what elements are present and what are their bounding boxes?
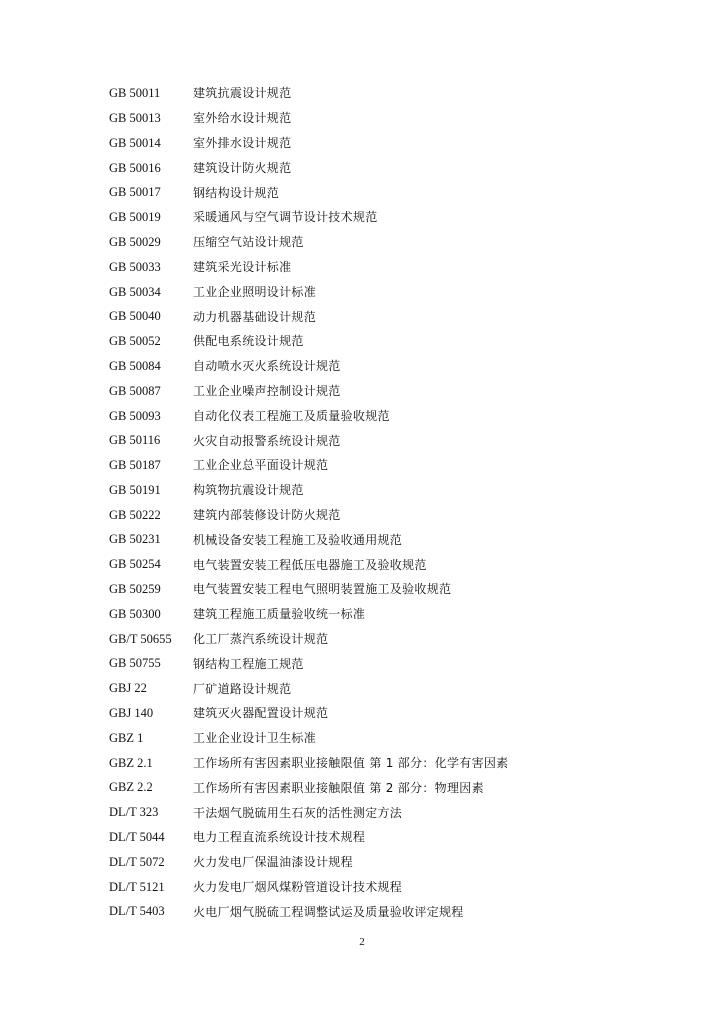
standard-title: 电力工程直流系统设计技术规程 (193, 830, 366, 845)
standard-title: 自动化仪表工程施工及质量验收规范 (193, 408, 390, 423)
standard-title: 火力发电厂烟风煤粉管道设计技术规程 (193, 879, 403, 894)
standard-title: 干法烟气脱硫用生石灰的活性测定方法 (193, 805, 403, 820)
standard-row (109, 627, 669, 652)
standard-row (109, 577, 669, 602)
standard-title: 火电厂烟气脱硫工程调整试运及质量验收评定规程 (193, 904, 464, 919)
standard-title: 化工厂蒸汽系统设计规范 (193, 631, 329, 646)
standard-title: 构筑物抗震设计规范 (193, 483, 304, 498)
standard-code: GB 50191 (109, 482, 161, 497)
standard-row (109, 899, 669, 924)
standard-code: GB 50254 (109, 557, 161, 572)
standard-title: 建筑设计防火规范 (193, 160, 292, 175)
standard-title: 动力机器基础设计规范 (193, 309, 317, 324)
standard-code: GBZ 2.1 (109, 755, 153, 770)
standard-code: GBJ 140 (109, 706, 154, 721)
standard-row (109, 453, 669, 478)
standard-row (109, 155, 669, 180)
standard-title: 钢结构设计规范 (193, 185, 280, 200)
standard-row (109, 676, 669, 701)
standard-code: GB 50033 (109, 259, 161, 274)
standard-title: 建筑工程施工质量验收统一标准 (193, 607, 366, 622)
standard-code: GBZ 1 (109, 730, 144, 745)
standard-code: GBJ 22 (109, 681, 147, 696)
standard-code: GB/T 50655 (109, 631, 172, 646)
standard-row (109, 800, 669, 825)
standard-code: GB 50034 (109, 284, 161, 299)
standard-title: 厂矿道路设计规范 (193, 681, 292, 696)
standard-row (109, 106, 669, 131)
standard-row (109, 751, 669, 776)
standard-row (109, 329, 669, 354)
standard-code: DL/T 5072 (109, 854, 165, 869)
standard-row (109, 651, 669, 676)
standard-row (109, 354, 669, 379)
standard-row (109, 701, 669, 726)
standard-code: GB 50014 (109, 135, 161, 150)
page-number: 2 (359, 936, 365, 948)
standard-title: 钢结构工程施工规范 (193, 656, 304, 671)
standard-title: 室外给水设计规范 (193, 111, 292, 126)
standard-row (109, 527, 669, 552)
standard-title: 建筑抗震设计规范 (193, 86, 292, 101)
standard-code: GB 50116 (109, 433, 161, 448)
standard-code: GB 50087 (109, 383, 161, 398)
standard-title: 机械设备安装工程施工及验收通用规范 (193, 532, 403, 547)
standard-code: GBZ 2.2 (109, 780, 153, 795)
standard-title: 火力发电厂保温油漆设计规程 (193, 855, 353, 870)
standard-row (109, 478, 669, 503)
standard-code: GB 50011 (109, 86, 161, 101)
standard-row (109, 850, 669, 875)
standard-code: GB 50755 (109, 656, 161, 671)
standard-code: DL/T 323 (109, 805, 159, 820)
standard-row (109, 205, 669, 230)
standard-code: GB 50259 (109, 582, 161, 597)
standard-row (109, 255, 669, 280)
standard-code: GB 50084 (109, 358, 161, 373)
standard-title: 工作场所有害因素职业接触限值 第 2 部分：物理因素 (193, 780, 484, 795)
standard-row (109, 825, 669, 850)
standard-row (109, 230, 669, 255)
standard-title: 压缩空气站设计规范 (193, 235, 304, 250)
standard-title: 工业企业噪声控制设计规范 (193, 383, 341, 398)
standards-list (109, 81, 669, 924)
standard-row (109, 304, 669, 329)
standard-title: 室外排水设计规范 (193, 135, 292, 150)
standard-code: GB 50300 (109, 606, 161, 621)
standard-code: DL/T 5403 (109, 904, 165, 919)
standard-row (109, 428, 669, 453)
standard-row (109, 552, 669, 577)
standard-code: GB 50052 (109, 334, 161, 349)
standard-title: 工业企业总平面设计规范 (193, 458, 329, 473)
standard-row (109, 131, 669, 156)
standard-title: 建筑灭火器配置设计规范 (193, 706, 329, 721)
standard-code: GB 50029 (109, 234, 161, 249)
standard-code: GB 50222 (109, 507, 161, 522)
standard-title: 工业企业设计卫生标准 (193, 731, 317, 746)
standard-title: 建筑采光设计标准 (193, 259, 292, 274)
standard-row (109, 775, 669, 800)
standard-title: 供配电系统设计规范 (193, 334, 304, 349)
standard-code: GB 50017 (109, 185, 161, 200)
standard-title: 建筑内部装修设计防火规范 (193, 507, 341, 522)
standard-row (109, 279, 669, 304)
standard-code: GB 50093 (109, 408, 161, 423)
standard-row (109, 180, 669, 205)
standard-title: 工业企业照明设计标准 (193, 284, 317, 299)
standard-row (109, 875, 669, 900)
standard-row (109, 379, 669, 404)
standard-code: GB 50231 (109, 532, 161, 547)
standard-code: DL/T 5121 (109, 879, 165, 894)
standard-row (109, 602, 669, 627)
standard-row (109, 403, 669, 428)
standard-title: 采暖通风与空气调节设计技术规范 (193, 210, 378, 225)
standard-code: GB 50040 (109, 309, 161, 324)
standard-title: 火灾自动报警系统设计规范 (193, 433, 341, 448)
standard-code: DL/T 5044 (109, 830, 165, 845)
standard-title: 电气装置安装工程电气照明装置施工及验收规范 (193, 582, 452, 597)
standard-code: GB 50013 (109, 110, 161, 125)
standard-row (109, 726, 669, 751)
standard-title: 电气装置安装工程低压电器施工及验收规范 (193, 557, 427, 572)
standard-code: GB 50019 (109, 210, 161, 225)
standard-title: 工作场所有害因素职业接触限值 第 1 部分：化学有害因素 (193, 755, 509, 770)
standard-row (109, 503, 669, 528)
standard-code: GB 50187 (109, 458, 161, 473)
standard-row (109, 81, 669, 106)
standard-title: 自动喷水灭火系统设计规范 (193, 359, 341, 374)
standard-code: GB 50016 (109, 160, 161, 175)
